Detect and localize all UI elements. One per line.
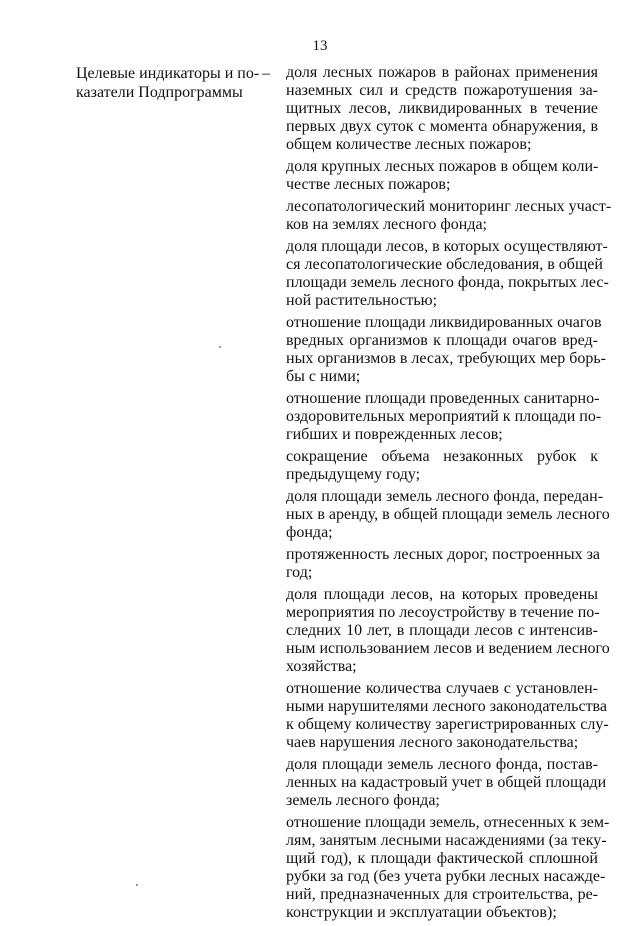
indicator-item	[286, 680, 609, 752]
indicator-line: доля лесных пожаров в районах применения	[286, 64, 598, 81]
indicator-line: наземных сил и средств пожаротушения за-	[286, 82, 598, 99]
indicator-line: год;	[286, 564, 313, 581]
indicator-item	[286, 546, 598, 582]
indicator-line: земель лесного фонда;	[286, 792, 440, 809]
indicator-line: гибших и поврежденных лесов;	[286, 426, 503, 443]
indicator-line: доля площади лесов, в которых осуществляют-	[286, 238, 608, 255]
section-label-line: казатели Подпрограммы	[76, 84, 243, 101]
indicator-line: доля площади лесов, на которых проведены	[286, 586, 598, 603]
indicator-line: ний, предназначенных для строительства, ре-	[286, 886, 598, 903]
indicator-line: сокращение объема незаконных рубок к	[286, 448, 598, 465]
indicator-line: первых двух суток с момента обнаружения, в	[286, 118, 598, 135]
indicator-line: ков на землях лесного фонда;	[286, 216, 487, 233]
list-dash: –	[262, 65, 270, 82]
indicator-line: ленных на кадастровый учет в общей площади	[286, 774, 607, 791]
indicator-line: ными нарушителями лесного законодательства	[286, 698, 607, 715]
indicator-line: доля площади земель лесного фонда, постав-	[286, 756, 598, 773]
indicator-line: отношение площади ликвидированных очагов	[286, 314, 602, 331]
indicator-line: к общему количеству зарегистрированных слу-	[286, 716, 609, 733]
indicator-item	[286, 756, 607, 810]
indicator-item	[286, 488, 610, 542]
indicator-line: бы с ними;	[286, 368, 361, 385]
indicator-item	[286, 238, 609, 310]
indicator-line: конструкции и эксплуатации объектов);	[286, 904, 557, 921]
indicator-line: фонда;	[286, 524, 333, 541]
indicator-line: ся лесопатологические обследования, в общей	[286, 256, 603, 273]
indicator-line: ным использованием лесов и ведением лесного	[286, 640, 610, 657]
indicator-line: доля площади земель лесного фонда, передан-	[286, 488, 604, 505]
indicator-line: хозяйства;	[286, 658, 357, 675]
indicator-line: ных организмов в лесах, требующих мер борь-	[286, 350, 606, 367]
scan-speck	[136, 884, 138, 886]
indicator-item	[286, 158, 598, 194]
indicator-item	[286, 314, 606, 386]
indicator-item	[286, 586, 610, 676]
indicator-line: следних 10 лет, в площади лесов с интенсив-	[286, 622, 598, 639]
indicator-line: ных в аренду, в общей площади земель лесного	[286, 506, 610, 523]
indicator-list	[286, 64, 612, 926]
indicator-line: отношение площади проведенных санитарно-	[286, 390, 600, 407]
indicator-line: щитных лесов, ликвидированных в течение	[286, 100, 598, 117]
indicator-line: лесопатологический мониторинг лесных участ-	[286, 198, 612, 215]
indicator-line: вредных организмов к площади очагов вред-	[286, 332, 598, 349]
indicator-line: честве лесных пожаров;	[286, 176, 451, 193]
section-label	[76, 64, 260, 102]
indicator-line: площади земель лесного фонда, покрытых лес-	[286, 274, 609, 291]
indicator-line: мероприятия по лесоустройству в течение по-	[286, 604, 600, 621]
indicator-item	[286, 448, 598, 484]
page-number: 13	[312, 38, 328, 54]
indicator-line: щий год), к площади фактической сплошной	[286, 850, 598, 867]
indicator-line: чаев нарушения лесного законодательства;	[286, 734, 579, 751]
indicator-line: оздоровительных мероприятий к площади по-	[286, 408, 602, 425]
indicator-item	[286, 64, 598, 154]
indicator-item	[286, 814, 610, 922]
indicator-item	[286, 198, 612, 234]
indicator-line: рубки за год (без учета рубки лесных насажде-	[286, 868, 606, 885]
indicator-line: предыдущему году;	[286, 466, 421, 483]
indicator-item	[286, 390, 602, 444]
indicator-line: отношение площади земель, отнесенных к зем-	[286, 814, 610, 831]
indicator-line: общем количестве лесных пожаров;	[286, 136, 532, 153]
indicator-line: отношение количества случаев с установлен-	[286, 680, 598, 697]
section-label-line: Целевые индикаторы и по-	[76, 65, 260, 82]
scan-speck	[219, 346, 221, 348]
indicator-line: протяженность лесных дорог, построенных за	[286, 546, 600, 563]
indicator-line: ной растительностью;	[286, 292, 438, 309]
indicator-line: доля крупных лесных пожаров в общем коли-	[286, 158, 599, 175]
indicator-line: лям, занятым лесными насаждениями (за теку-	[286, 832, 607, 849]
